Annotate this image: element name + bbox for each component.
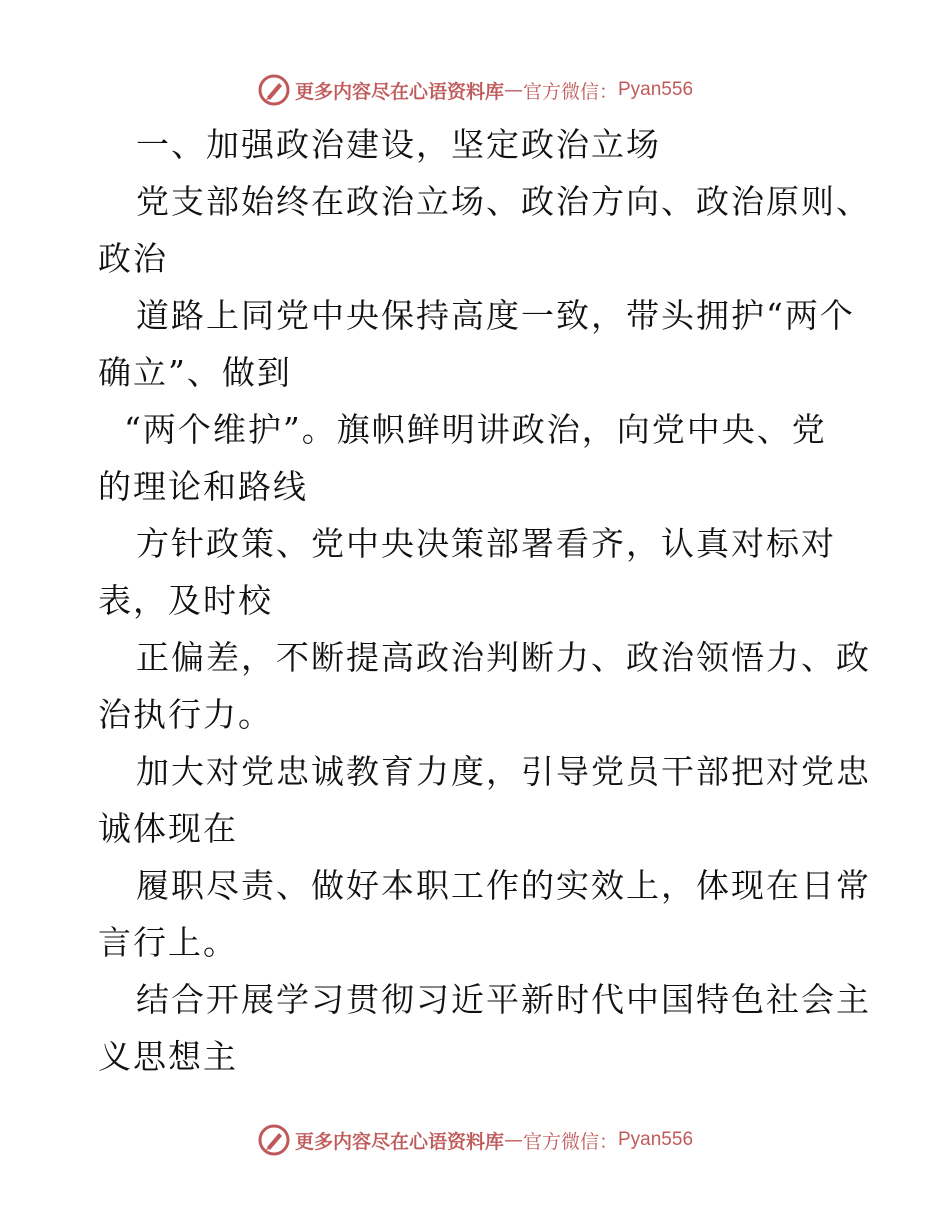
paragraph-line: 道路上同党中央保持高度一致，带头拥护“两个 <box>136 296 855 335</box>
watermark-dash: — <box>503 79 523 101</box>
paragraph-line: 言行上。 <box>98 923 238 962</box>
paragraph-line: 的理论和路线 <box>98 467 308 506</box>
paragraph-line: 治执行力。 <box>98 695 273 734</box>
paragraph-line: 党支部始终在政治立场、政治方向、政治原则、 <box>136 182 871 221</box>
watermark-wechat-id: Pyan556 <box>618 1129 694 1150</box>
watermark-main-text: 更多内容尽在心语资料库 <box>294 1130 504 1153</box>
paragraph-line: 方针政策、党中央决策部署看齐，认真对标对 <box>136 524 836 563</box>
paragraph-line: 义思想主 <box>98 1037 238 1076</box>
section-heading: 一、加强政治建设，坚定政治立场 <box>136 125 661 164</box>
watermark-official-label: 官方微信： <box>522 80 618 103</box>
paragraph-line: 政治 <box>98 239 168 278</box>
header-watermark-banner <box>0 70 950 110</box>
paragraph-line: 诚体现在 <box>98 809 238 848</box>
watermark-main-text: 更多内容尽在心语资料库 <box>294 80 504 103</box>
paragraph-line: 结合开展学习贯彻习近平新时代中国特色社会主 <box>136 980 871 1019</box>
document-body <box>98 116 871 1085</box>
paragraph-line: 加大对党忠诚教育力度，引导党员干部把对党忠 <box>136 752 871 791</box>
footer-watermark-banner <box>0 1120 950 1160</box>
watermark-official-label: 官方微信： <box>522 1130 618 1153</box>
paragraph-line: 履职尽责、做好本职工作的实效上，体现在日常 <box>136 866 871 905</box>
paragraph-line: 确立”、做到 <box>98 353 292 392</box>
watermark-wechat-id: Pyan556 <box>618 79 694 100</box>
pen-nib-logo-icon <box>257 73 291 107</box>
paragraph-line: “两个维护”。旗帜鲜明讲政治，向党中央、党 <box>124 410 827 449</box>
pen-nib-logo-icon <box>257 1123 291 1157</box>
watermark-dash: — <box>503 1129 523 1151</box>
paragraph-line: 正偏差，不断提高政治判断力、政治领悟力、政 <box>136 638 871 677</box>
paragraph-line: 表，及时校 <box>98 581 273 620</box>
